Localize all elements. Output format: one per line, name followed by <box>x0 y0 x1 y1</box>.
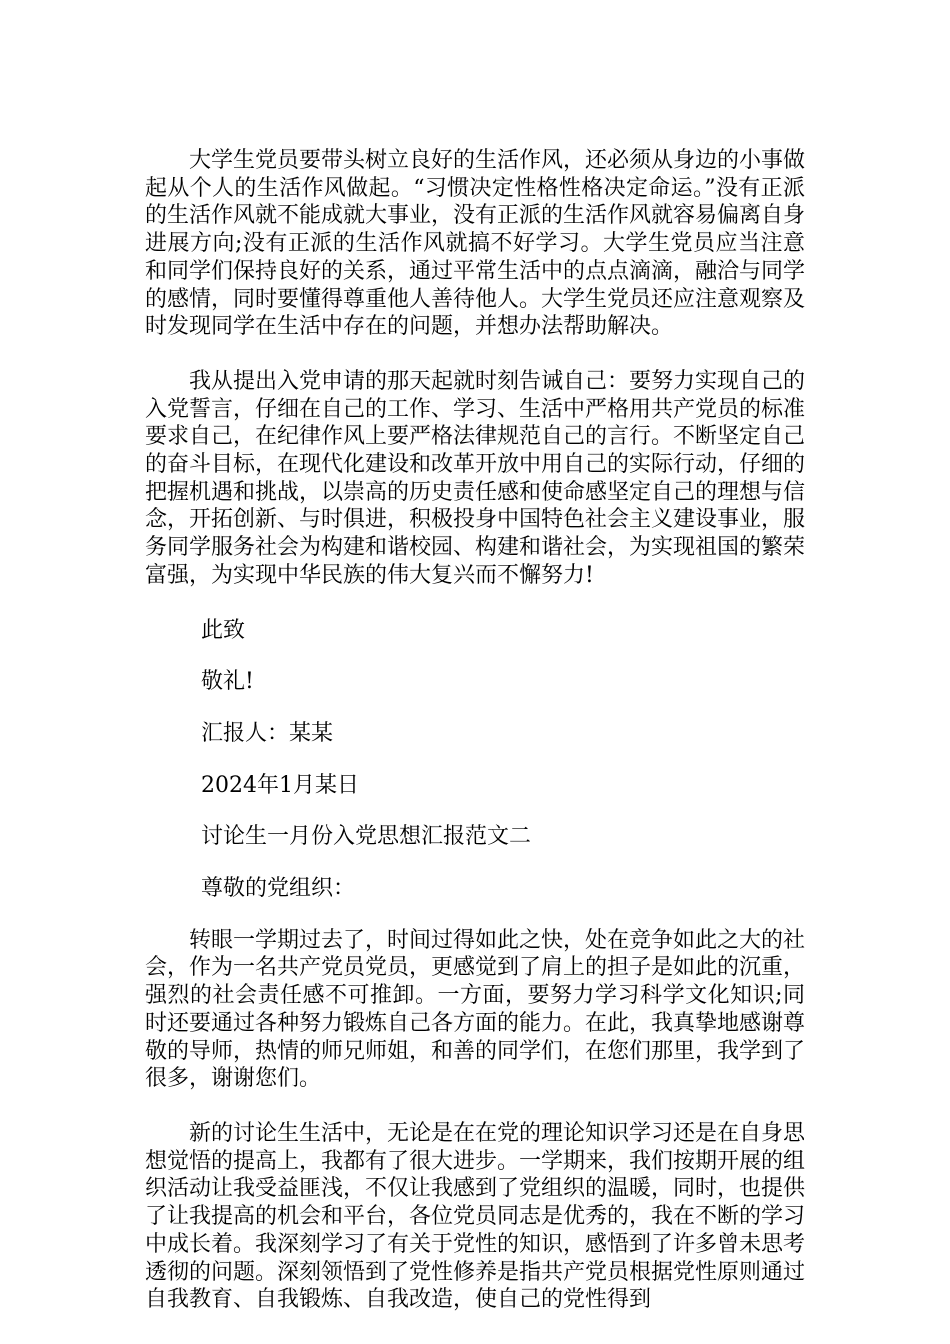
closing-text: 此致 <box>201 617 246 643</box>
document-body <box>145 147 805 1341</box>
reporter-text: 汇报人：某某 <box>201 720 334 746</box>
salute-text: 敬礼! <box>201 669 254 695</box>
paragraph-progress: 新的讨论生生活中，无论是在在党的理论知识学习还是在自身思想觉悟的提高上，我都有了很大进步。一学期来，我们按期开展的组织活动让我受益匪浅，不仅让我感到了党组织的温暖，同时，也提供了让我提高的机会和平台，各位党员同志是优秀的，我在不断的学习中成长着。我深刻学习了有关于党性的知识，感悟到了许多曾未思考透彻的问题。深刻领悟到了党性修养是指共产党员根据党性原则通过自我教育、自我锻炼、自我改造，使自己的党性得到 <box>145 1120 806 1313</box>
paragraph-lifestyle: 大学生党员要带头树立良好的生活作风，还必须从身边的小事做起从个人的生活作风做起。“习惯决定性格性格决定命运。”没有正派的生活作风就不能成就大事业，没有正派的生活作风就容易偏离自身进展方向;没有正派的生活作风就搞不好学习。大学生党员应当注意和同学们保持良好的关系，通过平常生活中的点点滴滴，融洽与同学的感情，同时要懂得尊重他人善待他人。大学生党员还应注意观察及时发现同学在生活中存在的问题，并想办法帮助解决。 <box>145 148 806 340</box>
second-report-title: 讨论生一月份入党思想汇报范文二 <box>201 824 532 850</box>
paragraph-semester: 转眼一学期过去了，时间过得如此之快，处在竞争如此之大的社会，作为一名共产党员党员，更感觉到了肩上的担子是如此的沉重，强烈的社会责任感不可推卸。一方面，要努力学习科学文化知识;同时还要通过各种努力锻炼自己各方面的能力。在此，我真挚地感谢尊敬的导师，热情的师兄师姐，和善的同学们，在您们那里，我学到了很多，谢谢您们。 <box>145 927 806 1092</box>
date-text: 2024年1月某日 <box>201 772 359 798</box>
greeting-text: 尊敬的党组织： <box>201 876 356 902</box>
paragraph-pledge: 我从提出入党申请的那天起就时刻告诫自己：要努力实现自己的入党誓言，仔细在自己的工作、学习、生活中严格用共产党员的标准要求自己，在纪律作风上要严格法律规范自己的言行。不断坚定自己的奋斗目标，在现代化建设和改革开放中用自己的实际行动，仔细的把握机遇和挑战，以崇高的历史责任感和使命感坚定自己的理想与信念，开拓创新、与时俱进，积极投身中国特色社会主义建设事业，服务同学服务社会为构建和谐校园、构建和谐社会，为实现祖国的繁荣富强，为实现中华民族的伟大复兴而不懈努力! <box>145 368 806 588</box>
